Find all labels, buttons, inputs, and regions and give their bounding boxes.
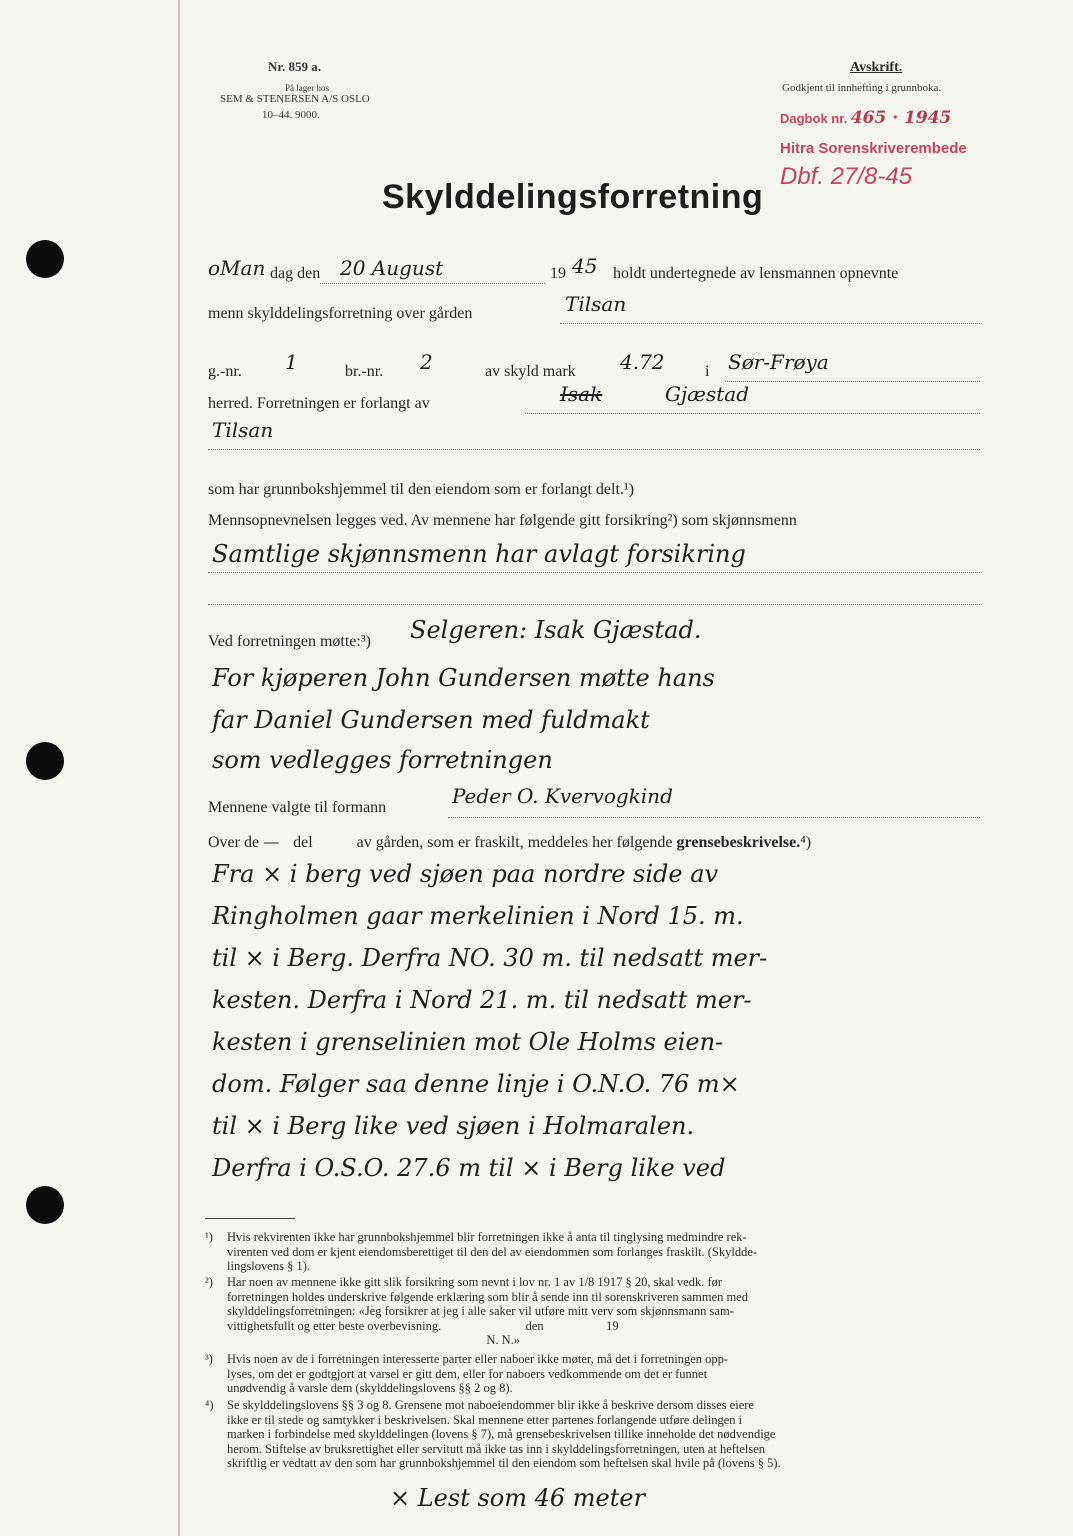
herred-handwritten: Sør-Frøya	[728, 350, 829, 374]
form-line5: som har grunnbokshjemmel til den eiendom som er forlangt delt.¹)	[208, 481, 635, 498]
farm-handwritten: Tilsan	[565, 292, 627, 316]
form-line3-d: i	[705, 363, 710, 380]
form-line4-a: herred. Forretningen er forlangt av	[208, 395, 430, 412]
assurance-handwritten: Samtlige skjønnsmenn har avlagt forsikring	[212, 540, 746, 568]
boundary-line-5: kesten i grenselinien mot Ole Holms eien-	[212, 1028, 724, 1056]
printer-line-3: 10–44. 9000.	[262, 109, 320, 121]
form-line6: Mennsopnevnelsen legges ved. Av mennene har følgende gitt forsikring²) som skjønnsmenn	[208, 512, 797, 529]
chairman-handwritten: Peder O. Kvervogkind	[452, 784, 673, 808]
boundary-line-3: til × i Berg. Derfra NO. 30 m. til nedsatt mer-	[212, 944, 768, 972]
bnr-handwritten: 2	[420, 350, 433, 374]
boundary-line-8: Derfra i O.S.O. 27.6 m til × i Berg like ved	[212, 1154, 726, 1182]
form-line1-a: dag den	[270, 265, 321, 282]
punch-hole-middle	[26, 742, 64, 780]
form-line9: Over de — del av gården, som er fraskilt, meddeles her følgende grensebeskrivelse.⁴)	[208, 832, 812, 851]
document-page: Nr. 859 a. På lager hos SEM & STENERSEN A/S OSLO 10–44. 9000. Avskrift. Godkjent til innhefting i grunnboka. Dagbok nr. 465 · 1945 Hitra Sorenskriverembede Dbf. 27/8-45 Skylddelingsforretning oMan dag den 20 August 19 45 holdt undertegnede av lensmannen opnevnte menn skylddelingsforretning over gården Tilsan g.-nr. 1 br.-nr. 2 av skyld mark 4.72 i Sør-Frøya herred. Forretningen er forlangt av Isak Gjæstad Tilsan som har grunnbokshjemmel til den eiendom som er forlangt delt.¹) Mennsopnevnelsen legges ved. Av mennene har følgende gitt forsikring²) som skjønnsmenn Samtlige skjønnsmenn har avlagt forsikring Ved forretningen møtte:³) Selgeren: Isak Gjæstad. For kjøperen John Gundersen møtte hans far Daniel Gundersen med fuldmakt som vedlegges forretningen Mennene valgte til formann Peder O. Kvervogkind Over de — del av gården, som er fraskilt, meddeles her følgende grensebeskrivelse.⁴) Fra × i berg ved sjøen paa nordre side av Ringholmen gaar merkelinien i Nord 15. m. til × i Berg. Derfra NO. 30 m. til nedsatt mer- kesten. Derfra i Nord 21. m. til nedsatt mer- kesten i grenselinien mot Ole Holms eien- dom. Følger saa denne linje i O.N.O. 76 m× til × i Berg like ved sjøen i Holmaralen. Derfra i O.S.O. 27.6 m til × i Berg like ved ¹) Hvis rekvirenten ikke har grunnbokshjemmel blir forretningen ikke å anta til tinglysing medmindre rek- virenten ved dom er kjent eiendomsberettiget til den del av eiendommen som forlanges fraskilt. (Skyldde- lingslovens § 1). ²) Har noen av mennene ikke gitt slik forsikring som nevnt i lov nr. 1 av 1/8 1917 § 20, skal vedk. før forretningen holdes underskrive følgende erklæring som blir å sende inn til sorenskriveren sammen med skylddelingsforretningen: «Jeg forsikrer at jeg i alle saker vil utføre mitt verv som skjønnsmann sam- vittighetsfullt og etter beste overbevisning. den 19 N. N.» ³) Hvis noen av de i forretningen interesserte parter eller naboer ikke møter, må det i forretningen opp- lyses, om det er godtgjort at varsel er gitt dem, eller for naboers vedkommende om det er funnet unødvendig å varsle dem (skylddelingslovens §§ 2 og 8). ⁴) Se skylddelingslovens §§ 3 og 8. Grensene mot naboeiendommer blir ikke å beskrive dersom disses eiere ikke er til stede og samtykker i beskrivelsen. Skal mennene etter partenes forlangende utføre delingen i marken i forbindelse med skylddelingen (lovens § 7), må grensebeskrivelsen tillike inneholde det nødvendige herom. Stiftelse av bruksrettighet eller servitutt må ikke tas inn i skylddelingsforretningen, uten at heftelsen skriftlig er vedtatt av den som har grunnbokshjemmel til den eiendom som heftelsen skal hvile på (lovens § 5). × Lest som 46 meter	[0, 0, 1073, 1536]
margin-line	[178, 0, 180, 1536]
form-line8: Mennene valgte til formann	[208, 799, 387, 816]
footnote-separator	[205, 1218, 295, 1219]
dagbok-label: Dagbok nr.	[780, 111, 848, 126]
avskrift-label: Avskrift.	[850, 60, 903, 75]
dagbok-stamp	[780, 108, 951, 128]
boundary-line-1: Fra × i berg ved sjøen paa nordre side av	[212, 860, 719, 888]
boundary-line-2: Ringholmen gaar merkelinien i Nord 15. m.	[212, 902, 744, 930]
year-handwritten: 45	[572, 254, 598, 278]
present-line-1: Selgeren: Isak Gjæstad.	[410, 616, 702, 644]
document-title: Skylddelingsforretning	[382, 178, 764, 216]
dbf-stamp: Dbf. 27/8-45	[780, 163, 913, 190]
present-line-2: For kjøperen John Gundersen møtte hans	[212, 664, 715, 692]
date-handwritten: 20 August	[340, 256, 444, 280]
office-stamp: Hitra Sorenskriverembede	[780, 140, 967, 157]
gnr-handwritten: 1	[285, 350, 298, 374]
bottom-note-handwritten: × Lest som 46 meter	[390, 1484, 646, 1512]
form-line1-b: 19	[550, 265, 566, 282]
weekday-handwritten: oMan	[208, 256, 266, 280]
requested-place-handwritten: Tilsan	[212, 418, 274, 442]
form-line1-c: holdt undertegnede av lensmannen opnevnte	[613, 265, 899, 282]
printer-line-1: På lager hos	[285, 83, 329, 93]
boundary-line-4: kesten. Derfra i Nord 21. m. til nedsatt mer-	[212, 986, 752, 1014]
dagbok-value: 465 · 1945	[850, 108, 952, 128]
mark-handwritten: 4.72	[620, 350, 665, 374]
form-number: Nr. 859 a.	[268, 59, 321, 74]
form-line2-a: menn skylddelingsforretning over gården	[208, 305, 473, 322]
boundary-line-7: til × i Berg like ved sjøen i Holmaralen.	[212, 1112, 695, 1140]
present-line-3: far Daniel Gundersen med fuldmakt	[212, 706, 650, 734]
form-line3-b: br.-nr.	[345, 363, 384, 380]
requested-by-handwritten: Gjæstad	[665, 382, 750, 406]
form-line7: Ved forretningen møtte:³)	[208, 633, 371, 650]
form-line3-c: av skyld mark	[485, 363, 576, 380]
requested-struck-handwritten: Isak	[560, 382, 603, 406]
form-line3-a: g.-nr.	[208, 363, 242, 380]
punch-hole-bottom	[26, 1186, 64, 1224]
present-line-4: som vedlegges forretningen	[212, 746, 553, 774]
punch-hole-top	[26, 240, 64, 278]
boundary-line-6: dom. Følger saa denne linje i O.N.O. 76 m×	[212, 1070, 740, 1098]
godkjent-note: Godkjent til innhefting i grunnboka.	[782, 82, 942, 94]
printer-line-2: SEM & STENERSEN A/S OSLO	[220, 93, 370, 105]
